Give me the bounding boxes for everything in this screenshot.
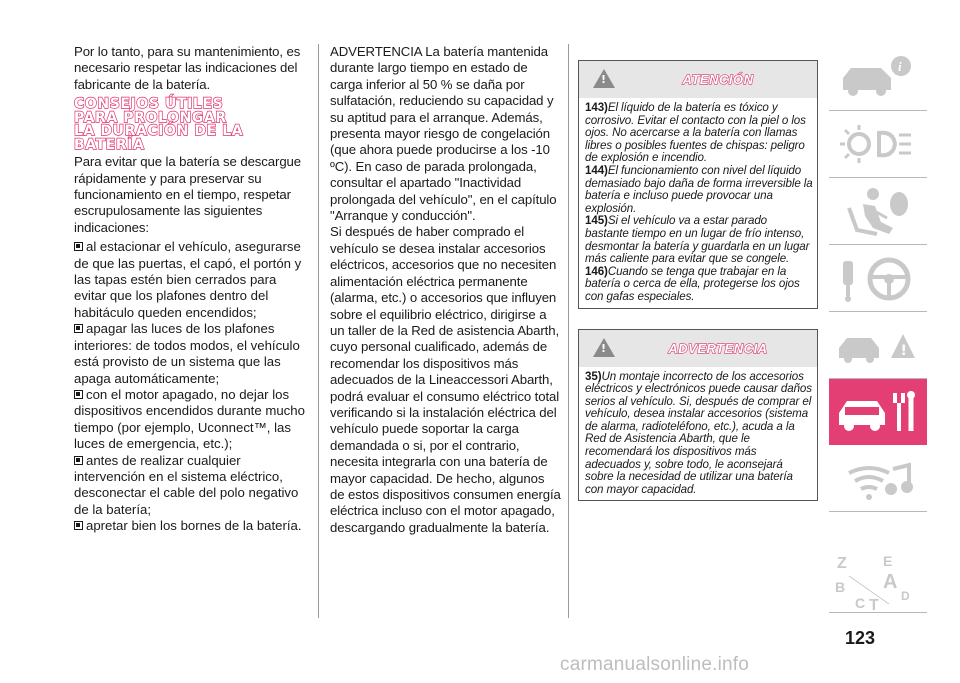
bullet-text: apretar bien los bornes de la batería. <box>86 518 302 534</box>
index-letter: A <box>883 571 898 593</box>
heading-line: CONSEJOS ÚTILES <box>74 96 224 113</box>
note-item <box>585 215 813 265</box>
index-letter: E <box>883 553 893 569</box>
column-3 <box>578 60 818 501</box>
column-divider <box>318 44 319 618</box>
note-number: 35) <box>585 369 602 383</box>
list-item <box>74 321 306 387</box>
watermark: carmanualsonline.info <box>560 654 750 675</box>
body-paragraph: Si después de haber comprado el vehículo se desea instalar accesorios eléctricos, accesorios que no necesiten alimentación eléctrica permanente (alarma, etc.) o accesorios que influyen sobre el equilibrio eléctrico, dirigirse a un taller de la Red de asistencia Abarth, cuyo personal cualificado, además de recomendar los dispositivos más adecuados de la Lineaccessori Abarth, podrá evaluar el consumo eléctrico total verificando si la instalación eléctrica del vehículo puede soportar la carga demandada o si, por el contrario, necesita integrarla con una batería de mayor capacidad. De hecho, algunos de estos dispositivos consumen energía eléctrica incluso con el motor apagado, descargando gradualmente la batería. <box>330 224 561 535</box>
index-letter: B <box>835 579 846 595</box>
car-service-icon <box>829 379 927 445</box>
attention-box <box>578 60 818 309</box>
index-letter: Z <box>837 555 847 572</box>
note-number: 146) <box>585 264 608 278</box>
bullet-square-icon <box>74 390 83 399</box>
bullet-text: apagar las luces de los plafones interiores: de todos modos, el vehículo está provisto de un sistema que las apaga automáticamente; <box>74 321 300 386</box>
warning-paragraph: ADVERTENCIA La batería mantenida durante largo tiempo en estado de carga inferior al 50 % se daña por sulfatación, reduciendo su capacidad y su aptitud para el arranque. Además, presenta mayor riesgo de congelación (que ahora puede producirse a los -10 ºC). En caso de parada prolongada, consultar el apartado "Inactividad prolongada del vehículo", en el capítulo "Arranque y conducción". <box>330 44 557 224</box>
key-steering-icon <box>829 245 927 311</box>
car-info-icon <box>829 44 927 110</box>
note-text: El líquido de la batería es tóxico y corrosivo. Evitar el contacto con la piel o los ojos. No acercarse a la batería con llamas libres o posibles fuentes de chispas: peligro de explosión e incendio. <box>585 101 806 165</box>
svg-text:i: i <box>898 59 902 74</box>
bullet-square-icon <box>74 521 83 530</box>
index-letter: D <box>901 589 910 603</box>
column-2 <box>330 44 562 536</box>
note-text: Cuando se tenga que trabajar en la batería o cerca de ella, protegerse los ojos con gafas especiales. <box>585 264 800 303</box>
heading-line: PARA PROLONGAR <box>74 109 227 126</box>
advertencia-box-title: ADVERTENCIA <box>668 340 768 356</box>
tab-key-steering[interactable] <box>829 245 927 312</box>
column-1 <box>74 44 306 535</box>
tab-car-info[interactable] <box>829 44 927 111</box>
index-letters-icon <box>829 546 927 612</box>
bullet-square-icon <box>74 324 83 333</box>
body-paragraph: Para evitar que la batería se descargue rápidamente y para preservar su funcionamiento en el tiempo, respetar escrupulosamente las siguientes indicaciones: <box>74 154 302 235</box>
bullet-text: al estacionar el vehículo, asegurarse de que las puertas, el capó, el portón y las tapas estén bien cerrados para evitar que los plafones dentro del habitáculo queden encendidos; <box>74 239 302 320</box>
tab-car-service[interactable] <box>829 379 927 445</box>
note-number: 143) <box>585 101 608 114</box>
list-item <box>74 453 306 519</box>
note-number: 144) <box>585 163 608 177</box>
advertencia-box-header <box>579 330 817 367</box>
bullet-square-icon <box>74 456 83 465</box>
list-item <box>74 387 306 453</box>
list-item <box>74 239 306 321</box>
lights-icon <box>829 111 927 177</box>
tab-lights[interactable] <box>829 111 927 178</box>
note-item <box>585 266 813 304</box>
tab-index[interactable] <box>829 546 927 613</box>
note-item <box>585 371 813 497</box>
attention-box-header <box>579 61 817 98</box>
section-heading <box>74 98 306 152</box>
tab-emergency[interactable] <box>829 445 927 512</box>
tab-warning-lights[interactable] <box>829 312 927 379</box>
page-number: 123 <box>844 628 876 648</box>
note-text: El funcionamiento con nivel del líquido demasiado bajo daña de forma irreversible la batería e incluso puede provocar una explosión. <box>585 163 813 215</box>
attention-box-body <box>579 98 817 308</box>
emergency-icon <box>829 445 927 511</box>
list-item <box>74 518 306 534</box>
column-divider <box>568 44 569 618</box>
bullet-text: con el motor apagado, no dejar los dispositivos encendidos durante mucho tiempo (por ejemplo, Uconnect™, las luces de emergencia, etc.); <box>74 386 305 452</box>
bullet-square-icon <box>74 242 83 251</box>
note-item <box>585 102 813 165</box>
airbag-seat-icon <box>829 178 927 244</box>
heading-line: BATERÍA <box>74 136 145 153</box>
heading-line: LA DURACIÓN DE LA <box>74 123 244 140</box>
index-letter: T <box>869 597 879 612</box>
note-item <box>585 165 813 215</box>
bullet-text: antes de realizar cualquier intervención en el sistema eléctrico, desconectar el cable del polo negativo de la batería; <box>74 452 299 517</box>
advertencia-box <box>578 329 818 502</box>
index-letter: C <box>855 595 866 611</box>
advertencia-box-body <box>579 367 817 501</box>
attention-box-title: ATENCIÓN <box>682 72 754 87</box>
warning-triangle-icon <box>593 69 615 88</box>
bullet-list <box>74 239 306 534</box>
intro-paragraph: Por lo tanto, para su mantenimiento, es necesario respetar las indicaciones del fabricante de la batería. <box>74 44 301 92</box>
warning-lights-icon <box>829 312 927 378</box>
tab-airbag-seat[interactable] <box>829 178 927 245</box>
note-number: 145) <box>585 214 608 228</box>
svg-text:!: ! <box>900 343 907 359</box>
warning-triangle-icon <box>593 338 615 357</box>
note-text: Un montaje incorrecto de los accesorios eléctricos y electrónicos puede causar daños serios al vehículo. Si, después de comprar el vehículo, desea instalar accesorios (sistema de alarma, radioteléfono, etc.), acuda a la Red de Asistencia Abarth, que le recomendará los dispositivos más adecuados y, sobre todo, le aconsejará sobre la necesidad de utilizar una batería con mayor capacidad. <box>585 369 812 496</box>
note-text: Si el vehículo va a estar parado bastante tiempo en un lugar de frío intenso, desmontar la batería y guardarla en un lugar más caliente para evitar que se congele. <box>585 214 810 266</box>
